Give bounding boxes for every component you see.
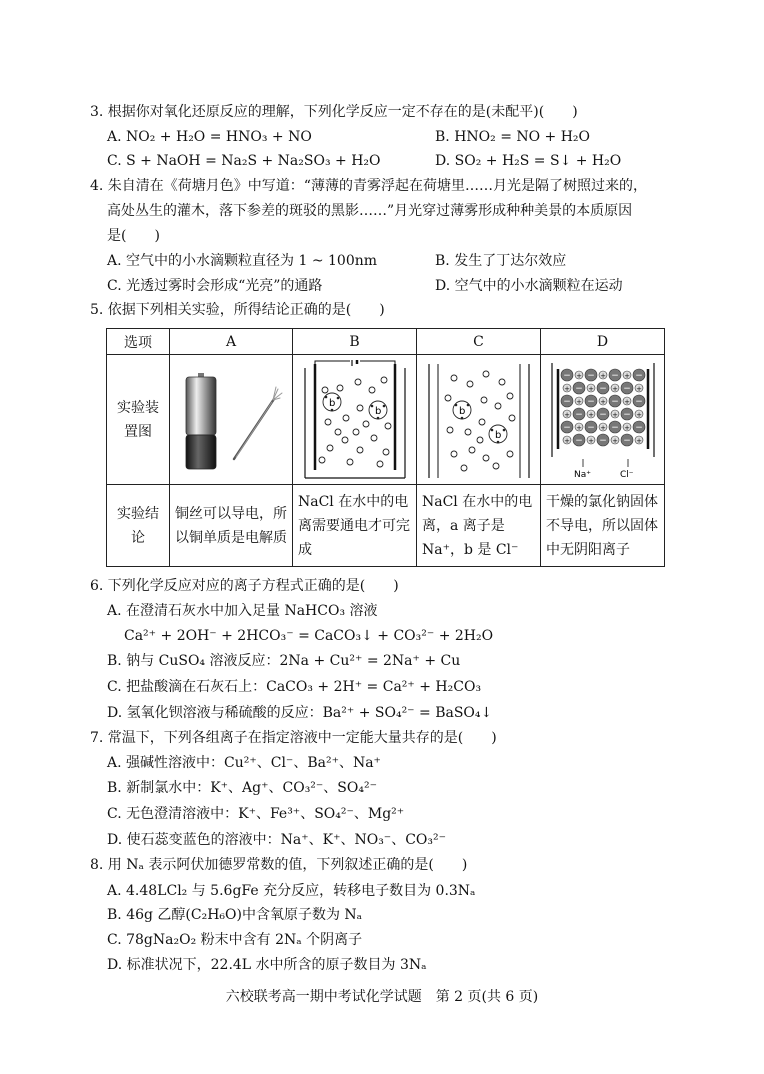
ion-charge-sign: + — [599, 397, 606, 406]
q4-option-d: D. 空气中的小水滴颗粒在运动 — [435, 278, 623, 294]
q7-option-d: D. 使石蕊变蓝色的溶液中：Na⁺、K⁺、NO₃⁻、CO₃²⁻ — [107, 832, 446, 848]
q6-option-b: B. 钠与 CuSO₄ 溶液反应：2Na + Cu²⁺ = 2Na⁺ + Cu — [107, 653, 461, 669]
q8-option-a: A. 4.48LCl₂ 与 5.6gFe 充分反应，转移电子数目为 0.3Nₐ — [107, 883, 476, 899]
q3-option-d: D. SO₂ + H₂S = S↓ + H₂O — [435, 153, 622, 169]
apparatus-d — [541, 355, 665, 485]
table-header: D — [541, 329, 665, 355]
ion-charge-sign: + — [599, 423, 606, 432]
ion-charge-sign: + — [635, 384, 642, 393]
ion-charge-sign: − — [622, 383, 631, 394]
q8-option-c: C. 78gNa₂O₂ 粉末中含有 2Nₐ 个阴离子 — [107, 932, 363, 948]
q4-option-b: B. 发生了丁达尔效应 — [435, 253, 567, 269]
ion-charge-sign: − — [610, 422, 619, 433]
q4-option-c: C. 光透过雾时会形成“光亮”的通路 — [107, 278, 323, 294]
q7-option-c: C. 无色澄清溶液中：K⁺、Fe³⁺、SO₄²⁻、Mg²⁺ — [107, 806, 405, 822]
ion-charge-sign: + — [599, 371, 606, 380]
ion-charge-sign: − — [586, 396, 595, 407]
q4-option-a: A. 空气中的小水滴颗粒直径为 1 ~ 100nm — [107, 253, 378, 269]
q3-option-c: C. S + NaOH = Na₂S + Na₂SO₃ + H₂O — [107, 153, 381, 169]
q6-option-a: A. 在澄清石灰水中加入足量 NaHCO₃ 溶液 — [107, 603, 378, 619]
conclusion-d: 干燥的氯化钠固体不导电，所以固体中无阴阳离子 — [541, 485, 665, 567]
ion-charge-sign: + — [635, 436, 642, 445]
ion-charge-sign: − — [586, 370, 595, 381]
ion-charge-sign: + — [611, 384, 618, 393]
ion-charge-sign: + — [575, 397, 582, 406]
nacl-solution-ions-icon — [424, 360, 534, 480]
q6-option-a-equation: Ca²⁺ + 2OH⁻ + 2HCO₃⁻ = CaCO₃↓ + CO₃²⁻ + 2H₂O — [124, 628, 494, 644]
q8-option-b: B. 46g 乙醇(C₂H₆O)中含氧原子数为 Nₐ — [107, 907, 363, 923]
q4-stem-line3: 是( ) — [107, 228, 160, 244]
svg-text:b: b — [458, 405, 465, 417]
ion-charge-sign: − — [622, 409, 631, 420]
ion-charge-sign: − — [574, 409, 583, 420]
ion-charge-sign: − — [586, 422, 595, 433]
q8-stem: 8. 用 Nₐ 表示阿伏加德罗常数的值，下列叙述正确的是( ) — [90, 857, 468, 873]
ion-charge-sign: − — [574, 383, 583, 394]
table-header-row — [107, 329, 665, 355]
q6-option-d: D. 氢氧化钡溶液与稀硫酸的反应：Ba²⁺ + SO₄²⁻ = BaSO₄↓ — [107, 705, 493, 721]
q3-option-b: B. HNO₂ = NO + H₂O — [435, 129, 591, 145]
experiment-table — [106, 328, 665, 567]
conclusion-b: NaCl 在水中的电离需要通电才可完成 — [293, 485, 417, 567]
ion-charge-sign: − — [622, 435, 631, 446]
table-row-apparatus — [107, 355, 665, 485]
ion-charge-sign: + — [611, 436, 618, 445]
conclusion-c: NaCl 在水中的电离，a 离子是 Na⁺，b 是 Cl⁻ — [417, 485, 541, 567]
page-footer: 六校联考高一期中考试化学试题 第 2 页(共 6 页) — [225, 989, 539, 1005]
q6-stem: 6. 下列化学反应对应的离子方程式正确的是( ) — [90, 578, 399, 594]
ion-charge-sign: − — [598, 435, 607, 446]
ion-charge-sign: + — [623, 371, 630, 380]
ion-charge-sign: − — [634, 396, 643, 407]
ion-charge-sign: − — [598, 383, 607, 394]
label-cl: Cl⁻ — [619, 469, 634, 480]
nacl-crystal-lattice-icon — [548, 359, 658, 481]
svg-text:b: b — [374, 405, 381, 417]
apparatus-b — [293, 355, 417, 485]
conclusion-a: 铜丝可以导电，所以铜单质是电解质 — [170, 485, 293, 567]
ion-charge-sign: + — [563, 410, 570, 419]
table-header: A — [170, 329, 293, 355]
ion-charge-sign: + — [587, 436, 594, 445]
ion-charge-sign: + — [563, 384, 570, 393]
ion-charge-sign: − — [562, 370, 571, 381]
ion-charge-sign: − — [562, 396, 571, 407]
ion-charge-sign: + — [623, 397, 630, 406]
ion-charge-sign: − — [598, 409, 607, 420]
q6-option-c: C. 把盐酸滴在石灰石上：CaCO₃ + 2H⁺ = Ca²⁺ + H₂CO₃ — [107, 679, 482, 695]
q5-stem: 5. 依据下列相关实验，所得结论正确的是( ) — [90, 302, 385, 318]
ion-charge-sign: − — [562, 422, 571, 433]
q7-option-b: B. 新制氯水中：K⁺、Ag⁺、CO₃²⁻、SO₄²⁻ — [107, 780, 377, 796]
ion-charge-sign: + — [587, 384, 594, 393]
ion-charge-sign: + — [575, 371, 582, 380]
svg-text:b: b — [494, 429, 501, 441]
ion-charge-sign: + — [611, 410, 618, 419]
battery-and-copper-wire-icon — [176, 365, 286, 475]
ion-charge-sign: − — [574, 435, 583, 446]
label-na: Na⁺ — [573, 469, 591, 480]
table-header: 选项 — [107, 329, 170, 355]
q8-option-d: D. 标准状况下，22.4L 水中所含的原子数目为 3Nₐ — [107, 957, 427, 973]
ion-charge-sign: − — [634, 370, 643, 381]
ion-charge-sign: + — [587, 410, 594, 419]
ion-charge-sign: − — [610, 396, 619, 407]
row-label-apparatus: 实验装置图 — [107, 355, 170, 485]
ion-charge-sign: − — [610, 370, 619, 381]
q7-stem: 7. 常温下，下列各组离子在指定溶液中一定能大量共存的是( ) — [90, 730, 497, 746]
q7-option-a: A. 强碱性溶液中：Cu²⁺、Cl⁻、Ba²⁺、Na⁺ — [107, 755, 381, 771]
row-label-conclusion: 实验结论 — [107, 485, 170, 567]
q4-stem-line2: 高处丛生的灌木，落下参差的斑驳的黑影……”月光穿过薄雾形成种种美景的本质原因 — [107, 203, 633, 219]
apparatus-a — [170, 355, 293, 485]
table-header: C — [417, 329, 541, 355]
q4-stem-line1: 4. 朱自清在《荷塘月色》中写道：“薄薄的青雾浮起在荷塘里……月光是隔了树照过来的， — [90, 178, 647, 194]
electrolysis-cell-icon — [300, 360, 410, 480]
svg-text:b: b — [328, 397, 335, 409]
ion-charge-sign: + — [563, 436, 570, 445]
ion-charge-sign: − — [634, 422, 643, 433]
q3-option-a: A. NO₂ + H₂O = HNO₃ + NO — [107, 129, 312, 145]
apparatus-c — [417, 355, 541, 485]
ion-charge-sign: + — [635, 410, 642, 419]
table-row-conclusion — [107, 485, 665, 567]
ion-charge-sign: + — [623, 423, 630, 432]
q3-stem: 3. 根据你对氧化还原反应的理解，下列化学反应一定不存在的是(未配平)( ) — [90, 104, 578, 120]
table-header: B — [293, 329, 417, 355]
ion-charge-sign: + — [575, 423, 582, 432]
